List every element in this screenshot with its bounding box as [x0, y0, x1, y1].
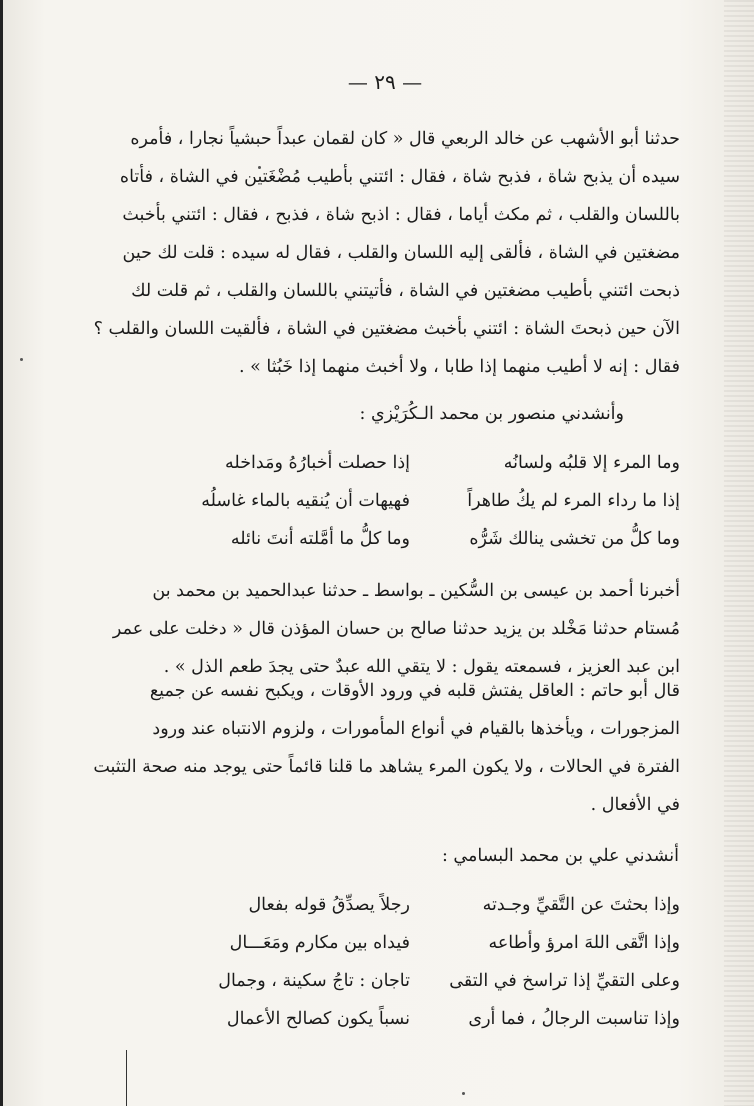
verse-second-hemistich: وما كلُّ ما أمَّلته أنتَ نائله — [230, 529, 410, 549]
text-line: مُستام حدثنا مَخْلد بن يزيد حدثنا صالح بن حسان المؤذن قال « دخلت على عمر — [112, 619, 680, 639]
verse-first-hemistich: وإذا اتَّقى اللهَ امرؤ وأطاعه — [488, 933, 680, 953]
verse-second-hemistich: فهيهات أن يُنقيه بالماء غاسلُه — [201, 491, 410, 511]
verse-line — [140, 520, 680, 558]
text-line: ابن عبد العزيز ، فسمعته يقول : لا يتقي الله عبدٌ حتى يجدَ طعم الذل » . — [163, 657, 680, 677]
verse-first-hemistich: وإذا بحثتَ عن التَّقيِّ وجـدته — [482, 895, 680, 915]
paragraph-luqman — [93, 120, 680, 386]
verse-second-hemistich: تاجان : تاجُ سكينة ، وجمال — [218, 971, 410, 991]
verse-first-hemistich: وإذا تناسبت الرجالُ ، فما أرى — [468, 1009, 680, 1029]
text-line: في الأفعال . — [590, 795, 680, 815]
verse-second-hemistich: إذا حصلت أخبارُهُ ومَداخله — [225, 453, 410, 473]
text-line: باللسان والقلب ، ثم مكث أياما ، فقال : اذبح شاة ، فذبح ، فقال : ائتني بأخبث — [122, 205, 680, 225]
text-line: المزجورات ، ويأخذها بالقيام في أنواع المأمورات ، ولزوم الانتباه عند ورود — [152, 719, 680, 739]
ink-speck — [462, 1092, 465, 1095]
verse-line — [140, 962, 680, 1000]
text-line: ذبحت ائتني بأطيب مضغتين في الشاة ، فأتيتني باللسان والقلب ، ثم قلت لك — [131, 281, 680, 301]
page-edge-right — [724, 0, 754, 1106]
text-line: مضغتين في الشاة ، فألقى إليه اللسان والقلب ، فقال له سيده : قلت لك حين — [122, 243, 680, 263]
verse-second-hemistich: رجلاً يصدِّقُ قوله بفعال — [248, 895, 410, 915]
verse-line — [140, 924, 680, 962]
verse-line — [140, 886, 680, 924]
verse-second-hemistich: فيداه بين مكارم ومَعَـــال — [229, 933, 410, 953]
ink-speck — [20, 358, 23, 361]
verse-first-hemistich: وما المرء إلا قلبُه ولسانُه — [503, 453, 680, 473]
page-number: — ٢٩ — — [347, 70, 423, 94]
text-line: أخبرنا أحمد بن عيسى بن السُّكين ـ بواسط ـ حدثنا عبدالحميد بن محمد بن — [152, 581, 680, 601]
poem-1 — [140, 444, 680, 558]
verse-first-hemistich: إذا ما رداء المرء لم يكُ طاهراً — [467, 491, 680, 511]
poem-2 — [140, 886, 680, 1038]
paragraph-abu-hatim — [93, 672, 680, 824]
verse-first-hemistich: وعلى التقيِّ إذا تراسخ في التقى — [449, 971, 680, 991]
text-line: الفترة في الحالات ، ولا يكون المرء يشاهد ما قلنا قائماً حتى يوجد منه صحة التثبت — [93, 757, 680, 777]
verse-first-hemistich: وما كلُّ من تخشى ينالك شَرُّه — [469, 529, 680, 549]
verse-line — [140, 444, 680, 482]
text-line: قال أبو حاتم : العاقل يفتش قلبه في ورود الأوقات ، ويكبح نفسه عن جميع — [149, 681, 680, 701]
text-line: حدثنا أبو الأشهب عن خالد الربعي قال « كان لقمان عبداً حبشياً نجارا ، فأمره — [130, 129, 680, 149]
verse-second-hemistich: نسباً يكون كصالح الأعمال — [226, 1009, 410, 1029]
paragraph-umar — [112, 572, 680, 686]
text-line: فقال : إنه لا أطيب منهما إذا طابا ، ولا أخبث منهما إذا خَبُثا » . — [239, 357, 680, 377]
text-line: الآن حين ذبحتَ الشاة : ائتني بأخبث مضغتين في الشاة ، فألقيت اللسان والقلب ؟ — [93, 319, 680, 339]
margin-rule — [126, 1050, 127, 1106]
poem-intro-1: وأنشدني منصور بن محمد الـكُرَيْزي : — [359, 404, 624, 424]
text-line: سيده أن يذبح شاة ، فذبح شاة ، فقال : ائتني بأطيب مُضْغَتين في الشاة ، فأتاه — [119, 167, 680, 187]
page-edge-left — [0, 0, 3, 1106]
verse-line — [140, 482, 680, 520]
verse-line — [140, 1000, 680, 1038]
poem-intro-2: أنشدني علي بن محمد البسامي : — [441, 846, 679, 866]
